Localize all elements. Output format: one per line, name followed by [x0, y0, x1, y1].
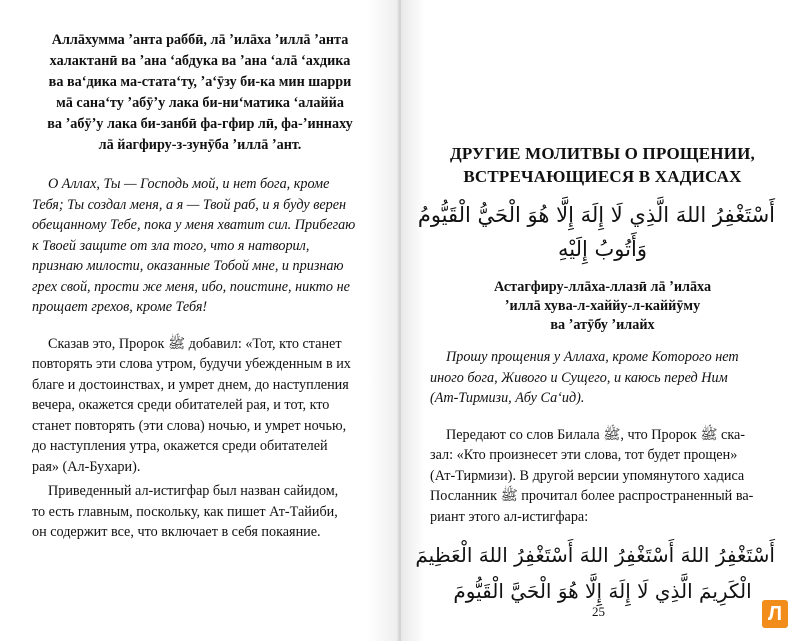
paragraph-line: он содержит все, что включает в себя покаяние.	[32, 524, 321, 540]
transliteration-line: Аллāхумма ʼанта раббӣ, лā ʼилāха ʼиллā ʼанта	[51, 32, 349, 48]
translation-line: О Аллах, Ты — Господь мой, и нет бога, кроме	[48, 176, 330, 192]
translation-line: прощает грехов, кроме Тебя!	[32, 299, 208, 315]
heading-line: ВСТРЕЧАЮЩИЕСЯ В ХАДИСАХ	[463, 167, 742, 186]
right-page-content	[415, 30, 775, 609]
arabic-line: وَأَتُوبُ إِلَيْهِ	[558, 237, 647, 261]
transliteration-line: лā йагфиру-з-зунӯба ʼиллā ʼант.	[98, 137, 302, 153]
transliteration-line: ʼиллā хува-л-хаййу-л-каййӯму	[504, 298, 701, 314]
paragraph-line: Сказав это, Пророк ﷺ добавил: «Тот, кто станет	[48, 335, 342, 352]
transliteration-line: ва ʼабӯʼу лака би-занбӣ фа-гфир лӣ, фа-ʼиннаху	[47, 116, 353, 132]
translation-line: признаю милости, оказанные Тобой мне, и признаю	[32, 258, 344, 274]
arabic-prayer	[417, 198, 775, 266]
arabic-line: أَسْتَغْفِرُ اللهَ الَّذِي لَا إِلَهَ إِلَّا هُوَ الْحَيُّ الْقَيُّومُ	[417, 203, 775, 227]
paragraph-line: Передают со слов Билала ﷺ, что Пророк ﷺ ска-	[446, 426, 746, 443]
translation-block	[32, 174, 368, 318]
translation-line: Тебя; Ты создал меня, а я — Твой раб, и я буду верен	[32, 196, 347, 213]
transliteration-line: халактанӣ ва ʼана ʻабдука ва ʼана ʻалā ʻахдика	[49, 53, 351, 69]
arabic-line: أَسْتَغْفِرُ اللهَ أَسْتَغْفِرُ اللهَ أَسْتَغْفِرُ اللهَ الْعَظِيمَ	[415, 543, 775, 567]
transliteration-line: Астагфиру-ллāха-ллазӣ лā ʼилāха	[493, 279, 712, 295]
transliteration-line: мā санаʻту ʼабӯʼу лака би-ниʻматика ʻалаййа	[56, 95, 344, 111]
paragraph-line: рая» (Ал-Бухари).	[32, 458, 141, 475]
publisher-logo-icon: Л	[762, 600, 788, 628]
paragraph-bilal	[430, 425, 775, 528]
paragraph-line: то есть главным, поскольку, как пишет Ат-Тайиби,	[32, 503, 338, 520]
paragraph-line: благе и достоинствах, и умрет днем, до наступления	[32, 376, 349, 393]
arabic-prayer-variant	[415, 537, 775, 609]
left-page	[0, 0, 399, 641]
translation-line: обещанному Тебе, пока у меня хватит сил. Прибегаю	[32, 217, 356, 233]
paragraph-line: Посланник ﷺ прочитал более распространенный ва-	[430, 488, 754, 504]
paragraph-line: повторять эти слова утром, будучи убежденным в их	[32, 356, 351, 372]
paragraph-line: Приведенный ал-истигфар был назван сайидом,	[48, 483, 339, 499]
section-heading	[430, 142, 775, 188]
paragraph-line: риант этого ал-истигфара:	[430, 508, 589, 525]
translation-block	[430, 347, 775, 409]
paragraph-line: (Ат-Тирмизи). В другой версии упомянутого хадиса	[430, 467, 745, 484]
paragraph-sayyid	[32, 481, 368, 543]
paragraph-line: зал: «Кто произнесет эти слова, тот будет прощен»	[430, 447, 738, 463]
paragraph-line: до наступления утра, окажется среди обитателей	[32, 438, 328, 454]
translation-line: (Ат-Тирмизи, Абу Саʻид).	[430, 390, 585, 406]
translation-line: грех свой, прости же меня, ибо, поистине, никто не	[32, 278, 350, 295]
paragraph-hadith	[32, 334, 368, 478]
translation-line: к Твоей защите от зла того, что я натворил,	[32, 237, 310, 254]
transliteration-line: ва ваʻдика ма-статаʻту, ʼаʻӯзу би-ка мин шарри	[48, 74, 352, 90]
translation-line: иного бога, Живого и Сущего, и каюсь перед Ним	[430, 369, 728, 386]
paragraph-line: вечера, окажется среди обитателей рая, и тот, кто	[32, 397, 330, 413]
heading-line: ДРУГИЕ МОЛИТВЫ О ПРОЩЕНИИ,	[449, 144, 756, 163]
transliteration-block	[430, 278, 775, 335]
left-page-content	[32, 30, 368, 543]
transliteration-line: ва ʼатӯбу ʼилайх	[550, 317, 655, 333]
paragraph-line: станет повторять (эти слова) ночью, и умрет ночью,	[32, 417, 347, 434]
arabic-line: الْكَرِيمَ الَّذِي لَا إِلَهَ إِلَّا هُوَ الْحَيَّ الْقَيُّومَ	[453, 579, 752, 603]
transliteration-block	[32, 30, 368, 156]
page-number: 25	[592, 604, 605, 619]
translation-line: Прошу прощения у Аллаха, кроме Которого нет	[446, 349, 739, 365]
